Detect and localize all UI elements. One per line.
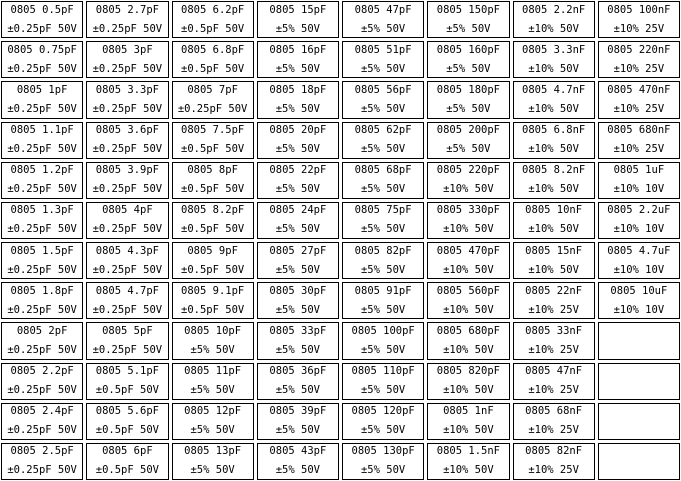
label-part-value: 0805 3.9pF xyxy=(95,164,159,177)
label-tolerance-voltage: ±0.5pF 50V xyxy=(181,263,245,276)
empty-label-cell xyxy=(598,322,680,359)
label-tolerance-voltage: ±10% 25V xyxy=(613,22,665,35)
label-tolerance-voltage: ±5% 50V xyxy=(275,303,320,316)
capacitor-label xyxy=(172,162,254,199)
capacitor-label xyxy=(257,162,339,199)
capacitor-label xyxy=(86,443,168,480)
label-part-value: 0805 75pF xyxy=(354,204,412,217)
label-part-value: 0805 6.8pF xyxy=(181,43,245,56)
label-tolerance-voltage: ±5% 50V xyxy=(360,343,406,356)
label-tolerance-voltage: ±0.5pF 50V xyxy=(95,424,159,437)
capacitor-label xyxy=(172,443,254,480)
label-part-value: 0805 1.5nF xyxy=(436,445,500,458)
empty-label-cell xyxy=(598,363,680,400)
label-tolerance-voltage: ±0.25pF 50V xyxy=(7,143,77,156)
label-part-value: 0805 150pF xyxy=(436,3,500,16)
capacitor-label xyxy=(598,122,680,159)
label-part-value: 0805 30pF xyxy=(269,284,327,297)
capacitor-label xyxy=(342,1,424,38)
capacitor-label xyxy=(427,81,509,118)
label-part-value: 0805 1uF xyxy=(613,164,665,177)
label-part-value: 0805 2.4pF xyxy=(10,405,74,418)
label-tolerance-voltage: ±0.25pF 50V xyxy=(7,223,77,236)
label-tolerance-voltage: ±0.25pF 50V xyxy=(92,143,163,156)
capacitor-label xyxy=(1,363,83,400)
capacitor-label xyxy=(513,242,595,279)
capacitor-label xyxy=(257,122,339,159)
label-tolerance-voltage: ±10% 50V xyxy=(443,384,494,397)
capacitor-label xyxy=(427,1,509,38)
label-tolerance-voltage: ±10% 25V xyxy=(528,464,579,477)
label-part-value: 0805 10uF xyxy=(610,284,668,297)
capacitor-label xyxy=(257,1,339,38)
label-tolerance-voltage: ±10% 25V xyxy=(528,303,579,316)
label-part-value: 0805 560pF xyxy=(436,284,500,297)
label-tolerance-voltage: ±10% 25V xyxy=(528,424,579,437)
capacitor-label xyxy=(598,1,680,38)
label-part-value: 0805 33nF xyxy=(525,324,583,337)
label-part-value: 0805 2pF xyxy=(16,324,68,337)
label-tolerance-voltage: ±10% 50V xyxy=(528,62,579,75)
label-tolerance-voltage: ±0.25pF 50V xyxy=(92,62,163,75)
capacitor-label xyxy=(257,81,339,118)
capacitor-label xyxy=(427,122,509,159)
label-part-value: 0805 1.1pF xyxy=(10,124,74,137)
capacitor-label xyxy=(1,122,83,159)
label-tolerance-voltage: ±10% 50V xyxy=(528,22,579,35)
capacitor-label xyxy=(427,363,509,400)
capacitor-label xyxy=(86,1,168,38)
capacitor-label xyxy=(598,162,680,199)
capacitor-label xyxy=(257,202,339,239)
label-part-value: 0805 13pF xyxy=(184,445,242,458)
label-part-value: 0805 15nF xyxy=(525,244,583,257)
capacitor-label xyxy=(598,41,680,78)
capacitor-label xyxy=(513,1,595,38)
label-tolerance-voltage: ±0.25pF 50V xyxy=(7,384,77,397)
label-part-value: 0805 6.8nF xyxy=(522,124,586,137)
capacitor-label xyxy=(513,162,595,199)
label-part-value: 0805 22pF xyxy=(269,164,327,177)
capacitor-label xyxy=(257,41,339,78)
capacitor-label xyxy=(342,81,424,118)
label-part-value: 0805 91pF xyxy=(354,284,412,297)
label-part-value: 0805 18pF xyxy=(269,83,327,96)
label-tolerance-voltage: ±0.25pF 50V xyxy=(177,102,248,115)
label-part-value: 0805 100pF xyxy=(351,324,415,337)
label-part-value: 0805 110pF xyxy=(351,365,415,378)
label-part-value: 0805 12pF xyxy=(184,405,242,418)
capacitor-label xyxy=(598,81,680,118)
label-part-value: 0805 62pF xyxy=(354,124,412,137)
label-tolerance-voltage: ±5% 50V xyxy=(360,303,406,316)
label-part-value: 0805 8pF xyxy=(187,164,238,177)
label-tolerance-voltage: ±0.5pF 50V xyxy=(181,183,245,196)
label-part-value: 0805 9.1pF xyxy=(181,284,245,297)
label-tolerance-voltage: ±10% 25V xyxy=(613,62,665,75)
label-tolerance-voltage: ±10% 50V xyxy=(443,464,494,477)
label-tolerance-voltage: ±10% 50V xyxy=(443,223,494,236)
label-part-value: 0805 820pF xyxy=(436,365,500,378)
capacitor-label xyxy=(172,403,254,440)
capacitor-label xyxy=(172,81,254,118)
capacitor-label xyxy=(86,363,168,400)
label-tolerance-voltage: ±10% 50V xyxy=(528,263,579,276)
capacitor-label xyxy=(172,202,254,239)
capacitor-label xyxy=(1,162,83,199)
label-part-value: 0805 0.5pF xyxy=(10,3,74,16)
capacitor-label xyxy=(342,403,424,440)
label-tolerance-voltage: ±5% 50V xyxy=(190,384,235,397)
capacitor-label xyxy=(1,403,83,440)
empty-label-cell xyxy=(598,443,680,480)
capacitor-label xyxy=(427,443,509,480)
label-tolerance-voltage: ±10% 50V xyxy=(528,223,579,236)
label-tolerance-voltage: ±10% 50V xyxy=(528,102,579,115)
label-tolerance-voltage: ±5% 50V xyxy=(360,62,406,75)
label-tolerance-voltage: ±5% 50V xyxy=(360,143,406,156)
label-tolerance-voltage: ±0.25pF 50V xyxy=(92,343,163,356)
capacitor-label xyxy=(86,242,168,279)
label-part-value: 0805 4.7nF xyxy=(522,83,586,96)
label-tolerance-voltage: ±0.25pF 50V xyxy=(7,303,77,316)
capacitor-label xyxy=(342,41,424,78)
label-tolerance-voltage: ±0.5pF 50V xyxy=(181,223,245,236)
capacitor-label xyxy=(172,282,254,319)
label-part-value: 0805 3pF xyxy=(102,43,153,56)
capacitor-label xyxy=(172,322,254,359)
label-part-value: 0805 180pF xyxy=(436,83,500,96)
label-tolerance-voltage: ±5% 50V xyxy=(360,22,406,35)
label-part-value: 0805 1.8pF xyxy=(10,284,74,297)
label-part-value: 0805 6pF xyxy=(102,445,153,458)
capacitor-label xyxy=(86,282,168,319)
label-tolerance-voltage: ±5% 50V xyxy=(275,263,320,276)
label-part-value: 0805 160pF xyxy=(436,43,500,56)
capacitor-label xyxy=(513,41,595,78)
label-part-value: 0805 680pF xyxy=(436,324,500,337)
label-tolerance-voltage: ±10% 50V xyxy=(443,424,494,437)
capacitor-label xyxy=(427,41,509,78)
label-part-value: 0805 130pF xyxy=(351,445,415,458)
capacitor-label xyxy=(598,242,680,279)
label-tolerance-voltage: ±10% 50V xyxy=(443,263,494,276)
label-tolerance-voltage: ±10% 50V xyxy=(528,183,579,196)
label-part-value: 0805 1.5pF xyxy=(10,244,74,257)
capacitor-label xyxy=(172,1,254,38)
capacitor-label xyxy=(427,403,509,440)
label-tolerance-voltage: ±5% 50V xyxy=(190,343,235,356)
label-part-value: 0805 2.7pF xyxy=(95,3,159,16)
label-part-value: 0805 1.3pF xyxy=(10,204,74,217)
label-part-value: 0805 220pF xyxy=(436,164,500,177)
capacitor-label xyxy=(342,242,424,279)
capacitor-label xyxy=(86,41,168,78)
label-tolerance-voltage: ±0.25pF 50V xyxy=(7,343,77,356)
label-tolerance-voltage: ±0.5pF 50V xyxy=(181,303,245,316)
capacitor-label xyxy=(513,322,595,359)
label-tolerance-voltage: ±10% 50V xyxy=(443,183,494,196)
label-part-value: 0805 220nF xyxy=(607,43,671,56)
capacitor-label xyxy=(1,202,83,239)
capacitor-label xyxy=(1,242,83,279)
label-tolerance-voltage: ±5% 50V xyxy=(190,424,235,437)
capacitor-label xyxy=(257,443,339,480)
label-part-value: 0805 1nF xyxy=(443,405,494,418)
label-part-value: 0805 7pF xyxy=(187,83,238,96)
label-tolerance-voltage: ±10% 25V xyxy=(528,343,579,356)
label-part-value: 0805 47nF xyxy=(525,365,583,378)
capacitor-label xyxy=(1,41,83,78)
label-part-value: 0805 4.3pF xyxy=(95,244,159,257)
label-tolerance-voltage: ±5% 50V xyxy=(190,464,235,477)
label-part-value: 0805 82nF xyxy=(525,445,583,458)
capacitor-label xyxy=(513,81,595,118)
label-tolerance-voltage: ±0.5pF 50V xyxy=(95,384,159,397)
label-tolerance-voltage: ±5% 50V xyxy=(275,424,320,437)
label-tolerance-voltage: ±5% 50V xyxy=(275,22,320,35)
label-tolerance-voltage: ±5% 50V xyxy=(275,343,320,356)
label-part-value: 0805 8.2nF xyxy=(522,164,586,177)
capacitor-label xyxy=(513,122,595,159)
label-tolerance-voltage: ±5% 50V xyxy=(275,223,320,236)
label-part-value: 0805 39pF xyxy=(269,405,327,418)
capacitor-label xyxy=(1,81,83,118)
capacitor-label xyxy=(342,322,424,359)
label-part-value: 0805 100nF xyxy=(607,3,671,16)
capacitor-label xyxy=(257,363,339,400)
label-tolerance-voltage: ±10% 10V xyxy=(613,303,665,316)
label-tolerance-voltage: ±0.25pF 50V xyxy=(92,183,163,196)
label-part-value: 0805 82pF xyxy=(354,244,412,257)
label-part-value: 0805 68pF xyxy=(354,164,412,177)
capacitor-label xyxy=(342,162,424,199)
capacitor-label xyxy=(86,81,168,118)
label-part-value: 0805 120pF xyxy=(351,405,415,418)
label-part-value: 0805 20pF xyxy=(269,124,327,137)
label-part-value: 0805 3.3nF xyxy=(522,43,586,56)
capacitor-label xyxy=(513,282,595,319)
label-part-value: 0805 10pF xyxy=(184,324,242,337)
label-tolerance-voltage: ±5% 50V xyxy=(360,102,406,115)
label-part-value: 0805 22nF xyxy=(525,284,583,297)
capacitor-label xyxy=(342,122,424,159)
label-tolerance-voltage: ±0.5pF 50V xyxy=(181,22,245,35)
capacitor-label xyxy=(513,202,595,239)
label-tolerance-voltage: ±5% 50V xyxy=(446,102,491,115)
label-part-value: 0805 2.2pF xyxy=(10,365,74,378)
label-tolerance-voltage: ±5% 50V xyxy=(275,102,320,115)
label-part-value: 0805 10nF xyxy=(525,204,583,217)
capacitor-label xyxy=(172,41,254,78)
capacitor-label xyxy=(513,443,595,480)
label-tolerance-voltage: ±10% 25V xyxy=(613,143,665,156)
capacitor-label xyxy=(1,1,83,38)
label-part-value: 0805 4.7pF xyxy=(95,284,159,297)
capacitor-label xyxy=(342,202,424,239)
capacitor-label xyxy=(86,122,168,159)
label-part-value: 0805 5.6pF xyxy=(95,405,159,418)
label-tolerance-voltage: ±5% 50V xyxy=(360,464,406,477)
capacitor-label xyxy=(427,202,509,239)
label-tolerance-voltage: ±0.25pF 50V xyxy=(7,102,77,115)
label-tolerance-voltage: ±5% 50V xyxy=(360,263,406,276)
label-part-value: 0805 2.5pF xyxy=(10,445,74,458)
label-part-value: 0805 470pF xyxy=(436,244,500,257)
label-tolerance-voltage: ±10% 10V xyxy=(613,223,665,236)
capacitor-label xyxy=(342,443,424,480)
label-tolerance-voltage: ±0.25pF 50V xyxy=(92,22,163,35)
capacitor-label xyxy=(427,282,509,319)
label-tolerance-voltage: ±5% 50V xyxy=(446,143,491,156)
capacitor-label xyxy=(1,282,83,319)
label-tolerance-voltage: ±5% 50V xyxy=(360,223,406,236)
label-part-value: 0805 5pF xyxy=(102,324,153,337)
label-part-value: 0805 200pF xyxy=(436,124,500,137)
capacitor-label xyxy=(172,122,254,159)
label-part-value: 0805 8.2pF xyxy=(181,204,245,217)
capacitor-label xyxy=(598,202,680,239)
label-tolerance-voltage: ±10% 25V xyxy=(528,384,579,397)
capacitor-label xyxy=(257,403,339,440)
label-part-value: 0805 3.6pF xyxy=(95,124,159,137)
label-tolerance-voltage: ±5% 50V xyxy=(360,183,406,196)
label-tolerance-voltage: ±0.25pF 50V xyxy=(92,102,163,115)
label-tolerance-voltage: ±0.25pF 50V xyxy=(7,183,77,196)
label-part-value: 0805 4.7uF xyxy=(607,244,671,257)
label-part-value: 0805 24pF xyxy=(269,204,327,217)
capacitor-label xyxy=(86,403,168,440)
label-part-value: 0805 36pF xyxy=(269,365,327,378)
label-part-value: 0805 3.3pF xyxy=(95,83,159,96)
label-part-value: 0805 11pF xyxy=(184,365,242,378)
label-part-value: 0805 0.75pF xyxy=(7,43,77,56)
empty-label-cell xyxy=(598,403,680,440)
label-part-value: 0805 47pF xyxy=(354,3,412,16)
label-tolerance-voltage: ±5% 50V xyxy=(275,143,320,156)
label-tolerance-voltage: ±0.25pF 50V xyxy=(7,424,77,437)
label-tolerance-voltage: ±0.25pF 50V xyxy=(7,62,77,75)
label-part-value: 0805 27pF xyxy=(269,244,327,257)
label-tolerance-voltage: ±10% 10V xyxy=(613,183,665,196)
label-tolerance-voltage: ±5% 50V xyxy=(360,424,406,437)
label-part-value: 0805 5.1pF xyxy=(95,365,159,378)
label-part-value: 0805 56pF xyxy=(354,83,412,96)
capacitor-label xyxy=(257,282,339,319)
label-tolerance-voltage: ±0.5pF 50V xyxy=(181,143,245,156)
capacitor-label xyxy=(342,363,424,400)
label-part-value: 0805 43pF xyxy=(269,445,327,458)
label-part-value: 0805 51pF xyxy=(354,43,412,56)
label-tolerance-voltage: ±5% 50V xyxy=(275,384,320,397)
label-tolerance-voltage: ±5% 50V xyxy=(446,22,491,35)
label-tolerance-voltage: ±5% 50V xyxy=(275,62,320,75)
label-tolerance-voltage: ±10% 50V xyxy=(443,303,494,316)
capacitor-label xyxy=(427,322,509,359)
capacitor-label xyxy=(86,202,168,239)
label-tolerance-voltage: ±0.25pF 50V xyxy=(92,223,163,236)
label-tolerance-voltage: ±0.25pF 50V xyxy=(92,263,163,276)
capacitor-label xyxy=(342,282,424,319)
label-tolerance-voltage: ±5% 50V xyxy=(446,62,491,75)
label-part-value: 0805 2.2nF xyxy=(522,3,586,16)
label-tolerance-voltage: ±0.5pF 50V xyxy=(95,464,159,477)
capacitor-label xyxy=(598,282,680,319)
label-part-value: 0805 68nF xyxy=(525,405,583,418)
label-tolerance-voltage: ±10% 50V xyxy=(528,143,579,156)
label-part-value: 0805 6.2pF xyxy=(181,3,245,16)
capacitor-label xyxy=(513,363,595,400)
label-part-value: 0805 330pF xyxy=(436,204,500,217)
label-tolerance-voltage: ±0.5pF 50V xyxy=(181,62,245,75)
capacitor-label xyxy=(1,443,83,480)
label-part-value: 0805 9pF xyxy=(187,244,238,257)
label-tolerance-voltage: ±5% 50V xyxy=(275,464,320,477)
label-tolerance-voltage: ±0.25pF 50V xyxy=(7,263,77,276)
label-part-value: 0805 33pF xyxy=(269,324,327,337)
label-part-value: 0805 16pF xyxy=(269,43,327,56)
capacitor-label xyxy=(86,322,168,359)
label-tolerance-voltage: ±0.25pF 50V xyxy=(7,464,77,477)
label-tolerance-voltage: ±5% 50V xyxy=(360,384,406,397)
capacitor-label xyxy=(172,363,254,400)
capacitor-label xyxy=(513,403,595,440)
label-tolerance-voltage: ±5% 50V xyxy=(275,183,320,196)
label-tolerance-voltage: ±10% 50V xyxy=(443,343,494,356)
label-tolerance-voltage: ±0.25pF 50V xyxy=(7,22,77,35)
label-part-value: 0805 7.5pF xyxy=(181,124,245,137)
label-part-value: 0805 1pF xyxy=(16,83,68,96)
label-tolerance-voltage: ±10% 25V xyxy=(613,102,665,115)
label-part-value: 0805 2.2uF xyxy=(607,204,671,217)
label-part-value: 0805 15pF xyxy=(269,3,327,16)
capacitor-label xyxy=(172,242,254,279)
capacitor-label xyxy=(257,242,339,279)
label-part-value: 0805 4pF xyxy=(102,204,153,217)
label-tolerance-voltage: ±10% 10V xyxy=(613,263,665,276)
label-part-value: 0805 680nF xyxy=(607,124,671,137)
capacitor-label xyxy=(86,162,168,199)
capacitor-label xyxy=(1,322,83,359)
capacitor-label xyxy=(427,242,509,279)
capacitor-label xyxy=(427,162,509,199)
label-part-value: 0805 1.2pF xyxy=(10,164,74,177)
capacitor-label xyxy=(257,322,339,359)
label-part-value: 0805 470nF xyxy=(607,83,671,96)
label-tolerance-voltage: ±0.25pF 50V xyxy=(92,303,163,316)
